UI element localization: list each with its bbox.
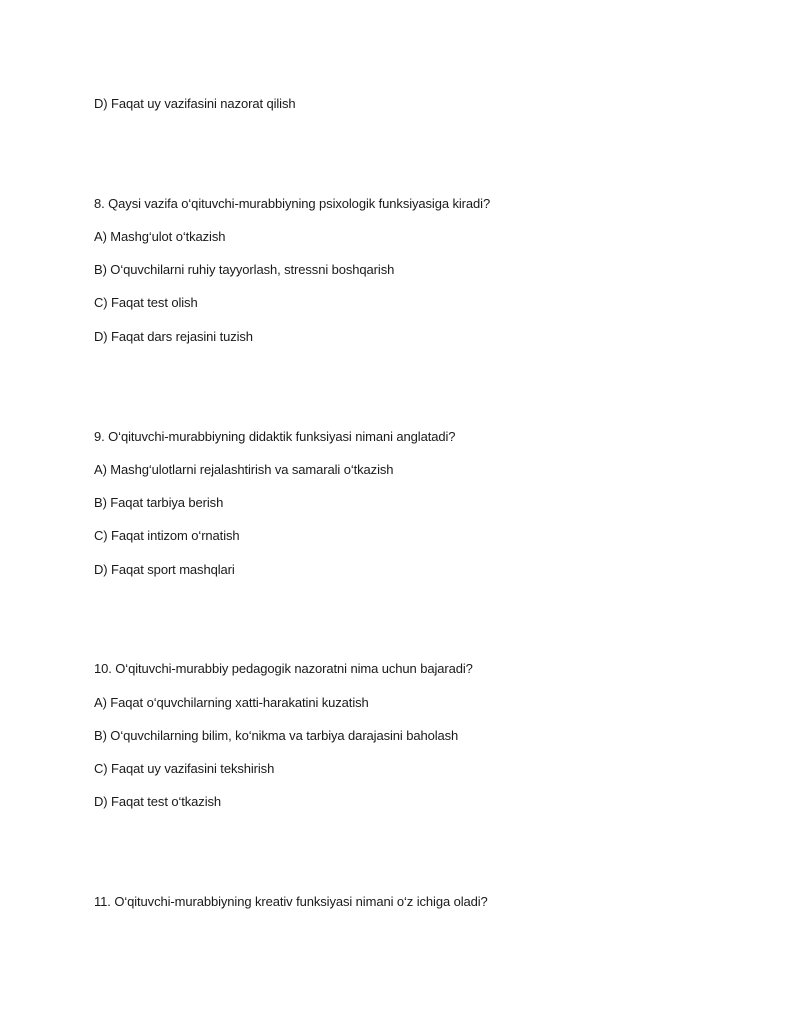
question-9-option-d: D) Faqat sport mashqlari: [94, 562, 235, 577]
question-9-option-c: C) Faqat intizom o‘rnatish: [94, 528, 240, 543]
question-9: 9. O‘qituvchi-murabbiyning didaktik funksiyasi nimani anglatadi?: [94, 429, 456, 444]
question-8-option-c: C) Faqat test olish: [94, 295, 198, 310]
question-9-option-a: A) Mashg‘ulotlarni rejalashtirish va samarali o‘tkazish: [94, 462, 394, 477]
question-10-option-c: C) Faqat uy vazifasini tekshirish: [94, 761, 275, 776]
question-10-option-b: B) O‘quvchilarning bilim, ko‘nikma va tarbiya darajasini baholash: [94, 728, 459, 743]
question-8-option-d: D) Faqat dars rejasini tuzish: [94, 329, 253, 344]
question-11: 11. O‘qituvchi-murabbiyning kreativ funksiyasi nimani o‘z ichiga oladi?: [94, 894, 488, 909]
option-d-previous: D) Faqat uy vazifasini nazorat qilish: [94, 96, 296, 111]
question-8-option-a: A) Mashg‘ulot o‘tkazish: [94, 229, 226, 244]
question-10: 10. O‘qituvchi-murabbiy pedagogik nazoratni nima uchun bajaradi?: [94, 661, 473, 676]
question-10-option-a: A) Faqat o‘quvchilarning xatti-harakatini kuzatish: [94, 695, 369, 710]
question-9-option-b: B) Faqat tarbiya berish: [94, 495, 224, 510]
question-8: 8. Qaysi vazifa o‘qituvchi-murabbiyning psixologik funksiyasiga kiradi?: [94, 196, 491, 211]
question-10-option-d: D) Faqat test o‘tkazish: [94, 794, 222, 809]
question-8-option-b: B) O‘quvchilarni ruhiy tayyorlash, stressni boshqarish: [94, 262, 395, 277]
